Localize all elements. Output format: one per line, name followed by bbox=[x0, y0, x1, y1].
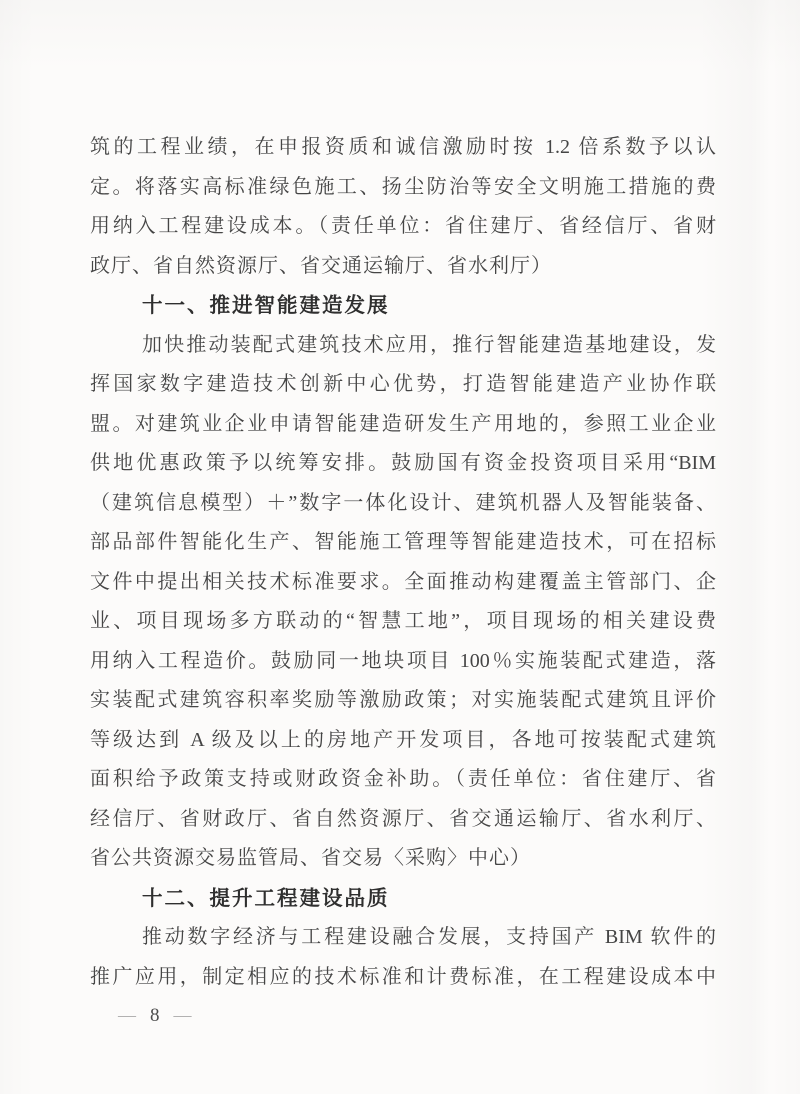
text-line: 盟。对建筑业企业申请智能建造研发生产用地的，参照工业企业 bbox=[90, 412, 716, 435]
page-number-dash-left: — bbox=[118, 1005, 136, 1025]
document-body bbox=[90, 128, 716, 997]
page-number-dash-right: — bbox=[173, 1005, 192, 1025]
text-line: 政厅、省自然资源厅、省交通运输厅、省水利厅） bbox=[90, 254, 552, 277]
text-line: 面积给予政策支持或财政资金补助。（责任单位：省住建厅、省 bbox=[90, 768, 716, 790]
text-line: 推广应用，制定相应的技术标准和计费标准，在工程建设成本中 bbox=[90, 965, 716, 988]
text-line: （建筑信息模型）＋”数字一体化设计、建筑机器人及智能装备、 bbox=[90, 491, 716, 514]
text-line: 挥国家数字建造技术创新中心优势，打造智能建造产业协作联 bbox=[90, 373, 716, 395]
text-line: 用纳入工程建设成本。（责任单位：省住建厅、省经信厅、省财 bbox=[90, 215, 716, 237]
text-line: 等级达到 A 级及以上的房地产开发项目，各地可按装配式建筑 bbox=[90, 728, 716, 751]
text-line: 筑的工程业绩，在申报资质和诚信激励时按 1.2 倍系数予以认 bbox=[90, 136, 716, 158]
text-line: 文件中提出相关技术标准要求。全面推动构建覆盖主管部门、企 bbox=[90, 570, 716, 593]
text-line: 经信厅、省财政厅、省自然资源厅、省交通运输厅、省水利厅、 bbox=[90, 807, 716, 830]
section-heading-12: 十二、提升工程建设品质 bbox=[142, 886, 390, 910]
text-line: 加快推动装配式建筑技术应用，推行智能建造基地建设，发 bbox=[142, 333, 716, 356]
text-line: 业、项目现场多方联动的“智慧工地”，项目现场的相关建设费 bbox=[90, 610, 716, 632]
section-heading-11: 十一、推进智能建造发展 bbox=[142, 294, 390, 317]
text-line: 供地优惠政策予以统筹安排。鼓励国有资金投资项目采用“BIM bbox=[90, 452, 716, 474]
page-number bbox=[118, 1001, 192, 1029]
text-line: 推动数字经济与工程建设融合发展，支持国产 BIM 软件的 bbox=[142, 926, 716, 948]
text-line: 实装配式建筑容积率奖励等激励政策；对实施装配式建筑且评价 bbox=[90, 689, 716, 711]
text-line: 部品部件智能化生产、智能施工管理等智能建造技术，可在招标 bbox=[90, 531, 716, 553]
text-line: 定。将落实高标准绿色施工、扬尘防治等安全文明施工措施的费 bbox=[90, 175, 716, 198]
page-number-value: 8 bbox=[150, 1005, 160, 1026]
text-line: 用纳入工程造价。鼓励同一地块项目 100％实施装配式建造，落 bbox=[90, 649, 716, 672]
text-line: 省公共资源交易监管局、省交易〈采购〉中心） bbox=[90, 847, 531, 869]
